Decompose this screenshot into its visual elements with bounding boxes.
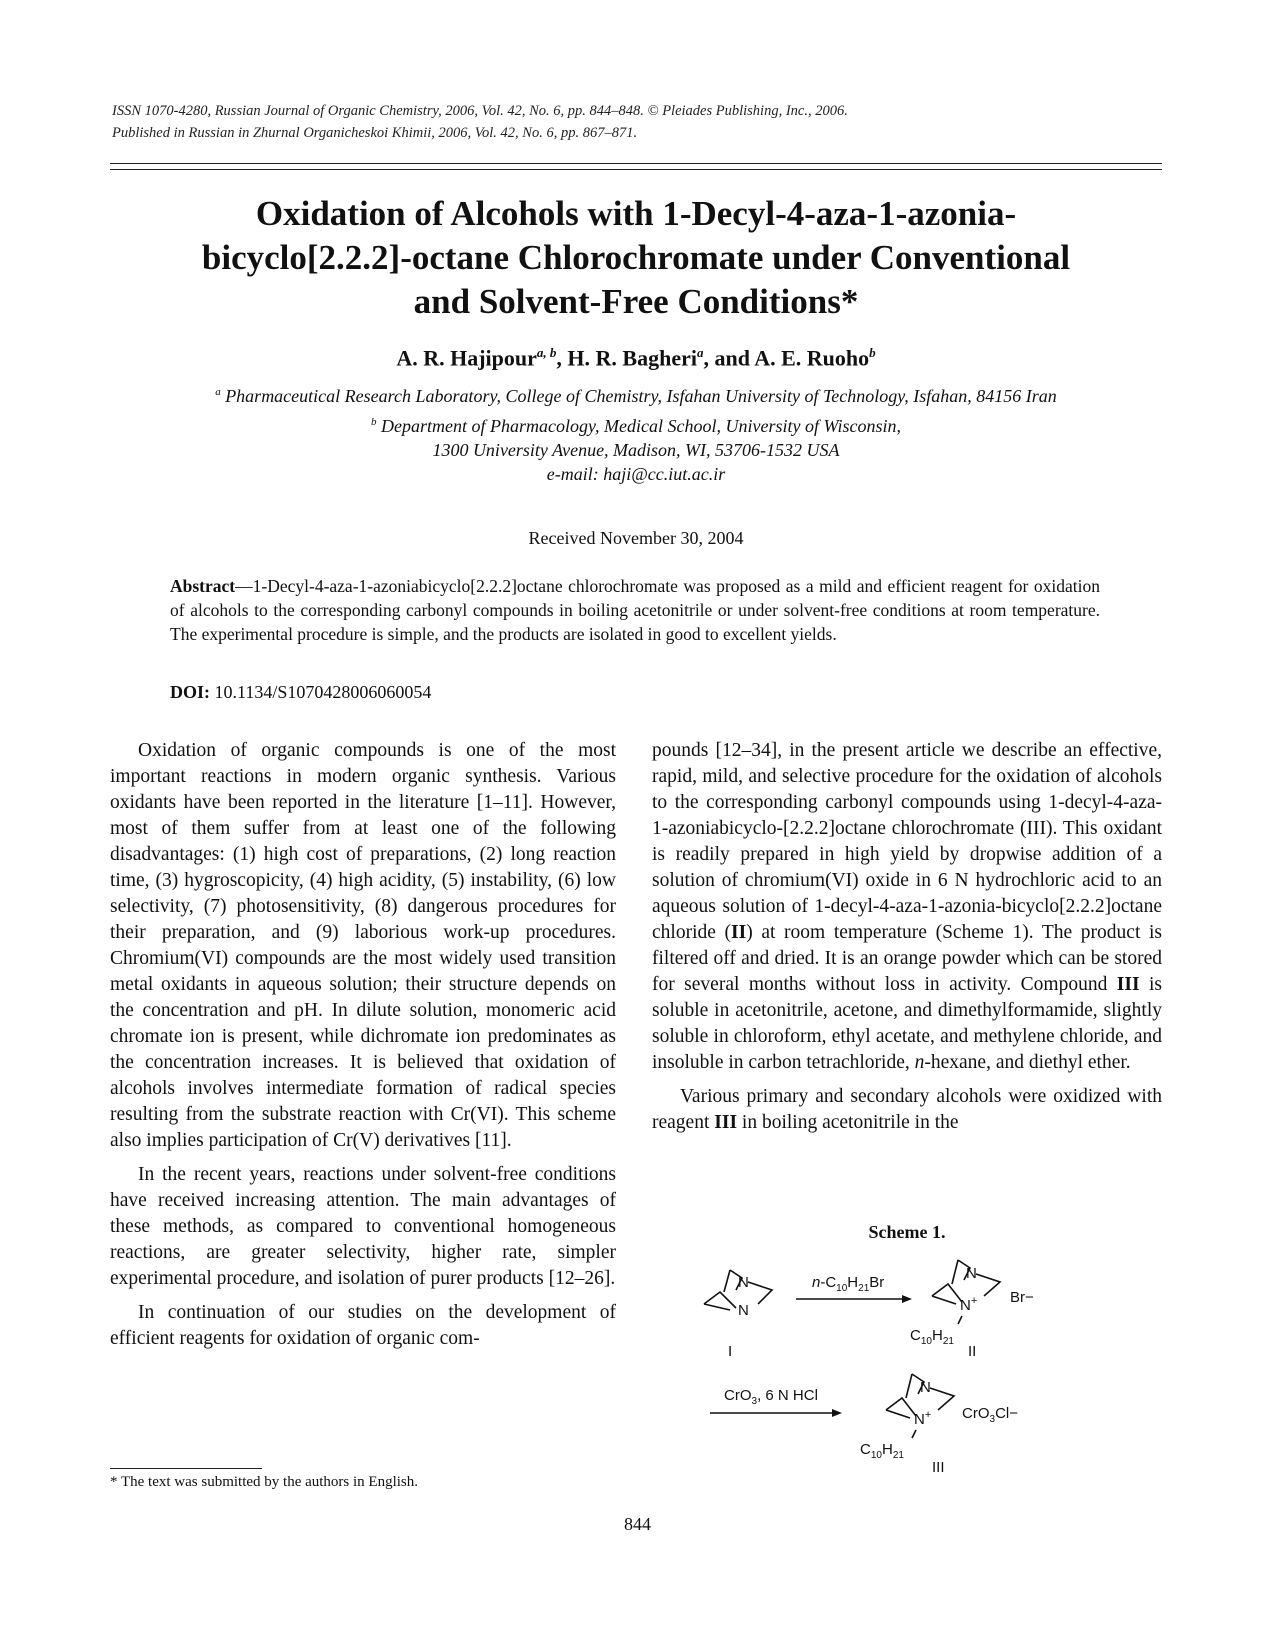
abstract-text: —1-Decyl-4-aza-1-azoniabicyclo[2.2.2]octane chlorochromate was proposed as a mild and efficient reagent for oxidation of alcohols to the corresponding carbonyl compounds in boiling acetonitrile or under solvent-free conditions at room temperature. The experimental procedure is simple, and the products are isolated in good to excellent yields.: [170, 576, 1100, 644]
author-email[interactable]: e-mail: haji@cc.iut.ac.ir: [546, 464, 726, 484]
scheme-title: Scheme 1.: [868, 1222, 946, 1242]
author-3-affil: b: [869, 345, 876, 360]
paragraph: In continuation of our studies on the development of efficient reagents for oxidation of organic com-: [110, 1302, 616, 1349]
title-line-3: and Solvent-Free Conditions*: [413, 282, 859, 321]
header-rule-bottom: [110, 169, 1162, 170]
page-number: 844: [624, 1514, 651, 1534]
journal-header: [112, 100, 848, 144]
abstract-label: Abstract: [170, 576, 236, 596]
doi-line: [170, 682, 431, 703]
footnote-rule: [110, 1468, 262, 1469]
compound-I-N-bottom: N: [738, 1302, 749, 1319]
doi-value[interactable]: 10.1134/S1070428006060054: [210, 682, 432, 702]
title-line-1: Oxidation of Alcohols with 1-Decyl-4-aza-1-azonia-: [255, 194, 1017, 233]
body-column-left: [110, 738, 616, 1352]
author-2: H. R. Bagheri: [567, 345, 697, 371]
compound-II-label: II: [968, 1343, 977, 1360]
compound-II-N-plus: N+: [960, 1295, 978, 1314]
body-column-right: [652, 738, 1162, 1136]
compound-II-decyl: $C_{10}H_{21}$: [910, 1327, 954, 1347]
compound-III-N-top: N: [920, 1379, 931, 1396]
chromate-anion: CrO$_3$Cl−: [962, 1405, 1018, 1425]
scheme-1-diagram: [700, 1252, 1120, 1492]
affiliation-b-mark: b: [371, 416, 377, 428]
compound-I-label: I: [728, 1343, 733, 1360]
author-separator: , and: [703, 345, 755, 371]
reagent-2: CrO$_3$, 6 N HCl: [724, 1387, 818, 1407]
header-line-1: ISSN 1070-4280, Russian Journal of Organic Chemistry, 2006, Vol. 42, No. 6, pp. 844–848. © Pleiades Publishing, Inc., 2006.: [112, 103, 848, 119]
article-title: [110, 192, 1162, 324]
paragraph: Various primary and secondary alcohols were oxidized with reagent III in boiling acetonitrile in the: [652, 1086, 1162, 1133]
br-ion: Br−: [1010, 1289, 1034, 1306]
author-list: [110, 345, 1162, 371]
doi-label: DOI:: [170, 682, 210, 702]
author-1-affil: a, b: [536, 345, 557, 360]
affiliation-a-mark: a: [215, 386, 221, 398]
compound-I-N-top: N: [738, 1274, 749, 1291]
paragraph: pounds [12–34], in the present article we describe an effective, rapid, mild, and selective procedure for the oxidation of alcohols to the corresponding carbonyl compounds using 1-decyl-4-aza-1-azoniabicyclo-[2.2.2]octane chlorochromate (III). This oxidant is readily prepared in high yield by dropwise addition of a solution of chromium(VI) oxide in 6 N hydrochloric acid to an aqueous solution of 1-decyl-4-aza-1-azonia-bicyclo[2.2.2]octane chloride (II) at room temperature (Scheme 1). The product is filtered off and dried. It is an orange powder which can be stored for several months without loss in activity. Compound III is soluble in acetonitrile, acetone, and dimethylformamide, slightly soluble in chloroform, ethyl acetate, and methylene chloride, and insoluble in carbon tetrachloride, n-hexane, and diethyl ether.: [652, 740, 1163, 1073]
author-1: A. R. Hajipour: [396, 345, 537, 371]
paragraph: In the recent years, reactions under solvent-free conditions have received increasing attention. The main advantages of these methods, as compared to conventional homogeneous reactions, are greater selectivity, higher rate, simpler experimental procedure, and isolation of purer products [12–26].: [110, 1164, 616, 1289]
affiliation-a-text: Pharmaceutical Research Laboratory, College of Chemistry, Isfahan University of Technology, Isfahan, 84156 Iran: [220, 386, 1057, 406]
compound-III-decyl: $C_{10}H_{21}$: [860, 1441, 904, 1461]
affiliation-b: [110, 410, 1162, 486]
author-separator: ,: [556, 345, 568, 371]
affiliation-b-text-1: Department of Pharmacology, Medical School, University of Wisconsin,: [376, 416, 901, 436]
affiliation-b-text-2: 1300 University Avenue, Madison, WI, 53706-1532 USA: [432, 440, 840, 460]
title-line-2: bicyclo[2.2.2]-octane Chlorochromate under Conventional: [201, 238, 1071, 277]
compound-III-label: III: [932, 1459, 945, 1476]
header-rule-top: [110, 163, 1162, 164]
abstract: [170, 574, 1100, 646]
reagent-1: $n-C_{10}H_{21}Br$: [812, 1274, 885, 1294]
author-2-affil: a: [696, 345, 704, 360]
paragraph: Oxidation of organic compounds is one of the most important reactions in modern organic synthesis. Various oxidants have been reported in the literature [1–11]. However, most of them suffer from at least one of the following disadvantages: (1) high cost of preparations, (2) long reaction time, (3) hygroscopicity, (4) high acidity, (5) instability, (6) low selectivity, (7) photosensitivity, (8) dangerous procedures for their preparation, and (9) laborious work-up procedures. Chromium(VI) compounds are the most widely used transition metal oxidants in aqueous solution; their structure depends on the concentration and pH. In dilute solution, monomeric acid chromate ion is present, while dichromate ion predominates as the concentration increases. It is believed that oxidation of alcohols involves intermediate formation of radical species resulting from the substrate reaction with Cr(VI). This scheme also implies participation of Cr(V) derivatives [11].: [110, 740, 616, 1151]
compound-II-N-top: N: [966, 1265, 977, 1282]
reaction-arrow-2-head: [832, 1409, 842, 1417]
footnote: * The text was submitted by the authors in English.: [110, 1474, 419, 1490]
author-3: A. E. Ruoho: [754, 345, 870, 371]
reaction-arrow-1-head: [902, 1295, 912, 1303]
header-line-2: Published in Russian in Zhurnal Organicheskoi Khimii, 2006, Vol. 42, No. 6, pp. 867–871.: [112, 125, 638, 141]
affiliation-a: [110, 380, 1162, 408]
received-date: Received November 30, 2004: [528, 528, 744, 548]
compound-III-N-plus: N+: [914, 1409, 932, 1428]
